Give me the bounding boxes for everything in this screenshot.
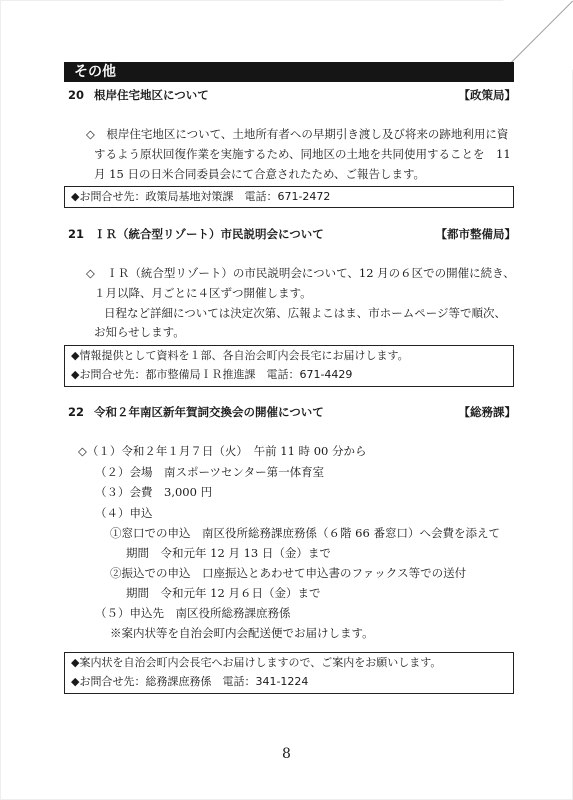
body-line: ◇ ＩＲ（統合型リゾート）の市民説明会について、12 月の６区での開催に続き、 — [86, 266, 515, 280]
notice-line: ◆情報提供として資料を１部、各自治会町内会長宅にお届けします。 — [71, 349, 409, 362]
department-tag: 【政策局】 — [458, 88, 516, 102]
department-tag: 【総務課】 — [458, 405, 516, 419]
body-line: ②振込での申込 口座振込とあわせて申込書のファックス等での送付 — [110, 566, 467, 580]
body-line: するよう原状回復作業を実施するため、同地区の土地を共同使用することを 11 — [94, 147, 511, 161]
body-line: ①窓口での申込 南区役所総務課庶務係（６階 66 番窓口）へ会費を添えて — [110, 526, 500, 540]
body-line: 月 15 日の日米合同委員会にて合意されたため、ご報告します。 — [94, 167, 426, 181]
body-line: ※案内状等を自治会町内会配送便でお届けします。 — [110, 626, 374, 640]
section-header-bar: その他 — [64, 62, 514, 82]
body-line: 期間 令和元年 12 月 13 日（金）まで — [126, 546, 331, 560]
section-title: 根岸住宅地区について — [94, 88, 209, 102]
body-line: ◇ 根岸住宅地区について、土地所有者への早期引き渡し及び将来の跡地利用に資 — [86, 127, 509, 141]
body-line: （５）申込先 南区役所総務課庶務係 — [95, 606, 291, 620]
body-line: ◇（１）令和２年１月７日（火） 午前 11 時 00 分から — [78, 444, 367, 458]
body-line: １月以降、月ごとに４区ずつ開催します。 — [94, 286, 312, 300]
body-line: （３）会費 3,000 円 — [95, 485, 213, 499]
body-line: お知らせします。 — [94, 325, 185, 339]
section-title: ＩＲ（統合型リゾート）市民説明会について — [94, 227, 324, 241]
section-number: 21 — [68, 227, 85, 241]
contact-line: ◆お問合せ先：政策局基地対策課 電話：671-2472 — [71, 190, 331, 203]
contact-box — [64, 186, 514, 208]
section-22-heading — [68, 404, 516, 420]
section-number: 22 — [68, 405, 85, 419]
section-21-heading — [68, 226, 516, 242]
section-number: 20 — [68, 88, 85, 102]
contact-box — [64, 652, 514, 694]
section-title: 令和２年南区新年賀詞交換会の開催について — [94, 405, 324, 419]
contact-box — [64, 345, 514, 387]
body-line: 日程など詳細については決定次第、広報よこはま、市ホームページ等で順次、 — [104, 306, 507, 320]
notice-line: ◆案内状を自治会町内会長宅へお届けしますので、ご案内をお願いします。 — [71, 656, 442, 669]
body-line: 期間 令和元年 12 月６日（金）まで — [126, 586, 321, 600]
body-line: （２）会場 南スポーツセンター第一体育室 — [95, 465, 325, 479]
body-line: （４）申込 — [95, 506, 153, 520]
contact-line: ◆お問合せ先：都市整備局ＩＲ推進課 電話：671-4429 — [71, 368, 353, 381]
contact-line: ◆お問合せ先：総務課庶務係 電話：341-1224 — [71, 675, 309, 688]
department-tag: 【都市整備局】 — [435, 227, 516, 241]
page-number: 8 — [282, 746, 291, 762]
section-20-heading — [68, 87, 516, 103]
